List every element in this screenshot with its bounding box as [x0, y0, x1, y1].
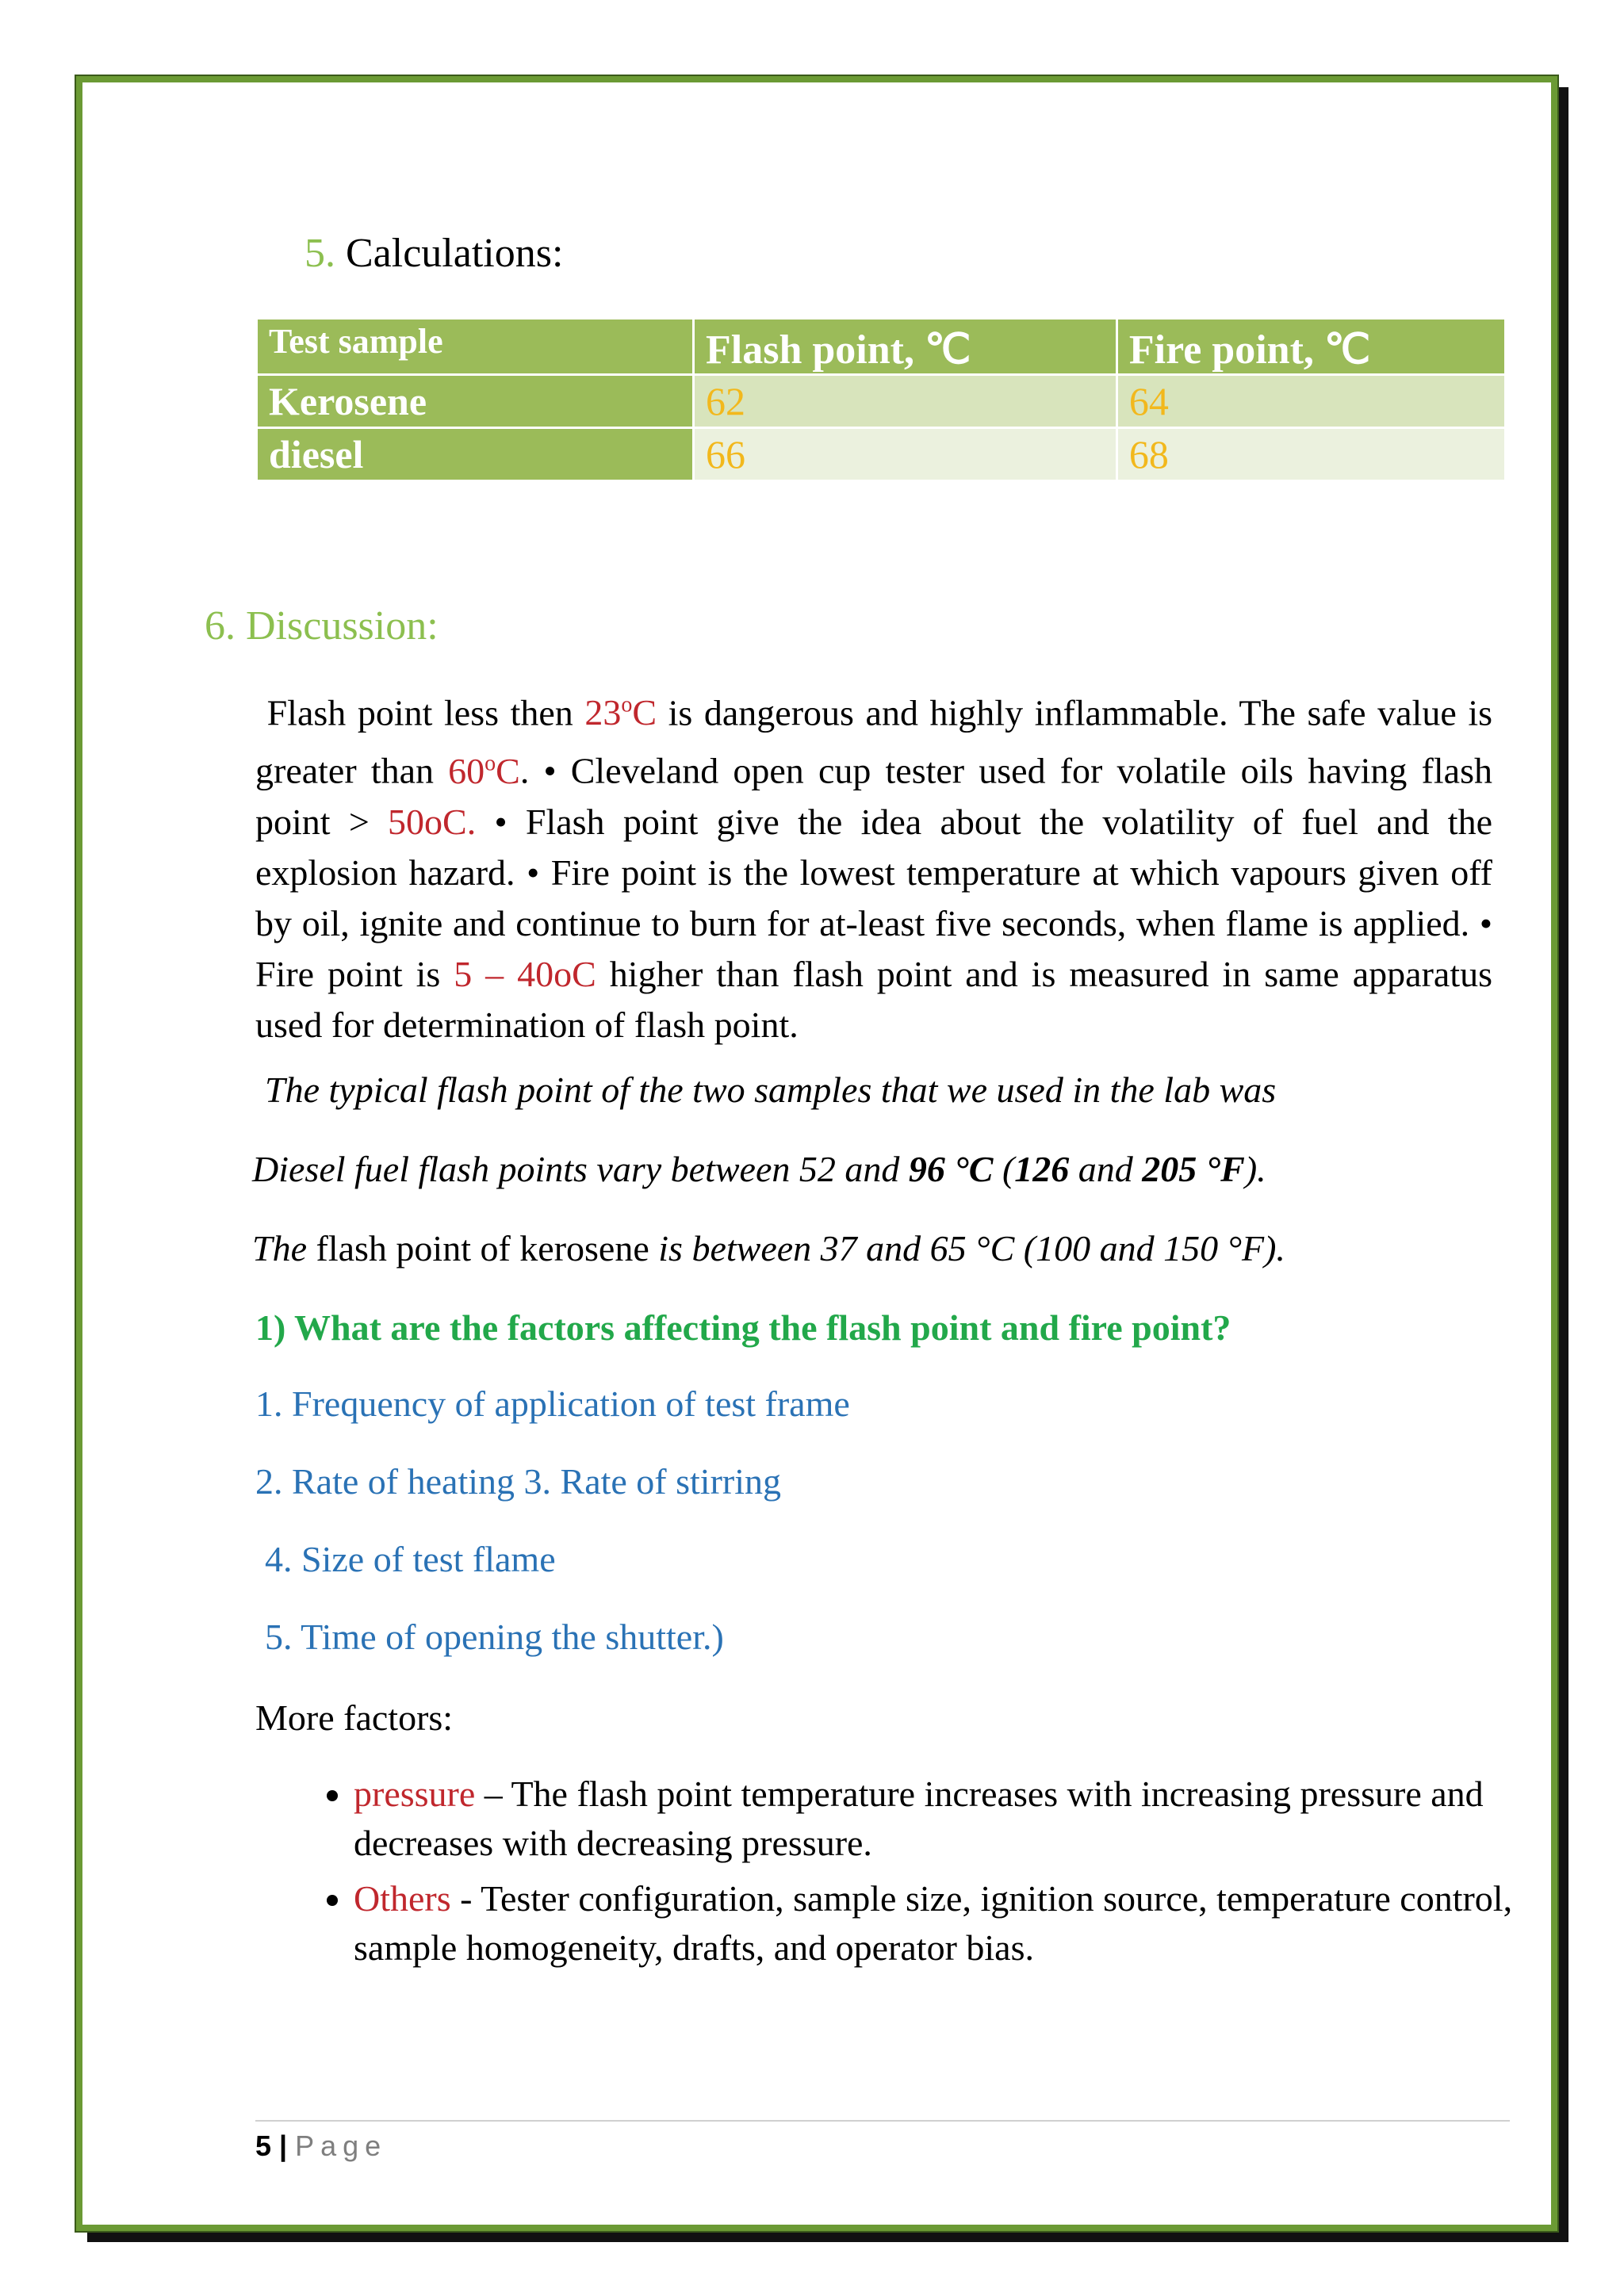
more-factors-list: [255, 1770, 1591, 1979]
discussion-text: is dangerous and highly inflammable. The safe value is greater than: [255, 692, 1492, 791]
discussion-text: Flash point less then: [266, 692, 585, 733]
discussion-text: . • Cleveland open cup tester used for volatile oils having flash point >: [255, 750, 1492, 842]
flash-value: 66: [694, 428, 1117, 481]
value-5-40: 5 – 40oC: [454, 953, 596, 994]
more-factors-label: More factors:: [255, 1697, 454, 1738]
value-60: 60$^o$C: [448, 750, 520, 791]
header-test-sample: Test sample: [257, 319, 694, 375]
footer-separator: |: [279, 2130, 288, 2162]
value-50: 50oC.: [388, 801, 477, 842]
section-5-number: 5.: [304, 231, 335, 276]
footer-page-word: Page: [295, 2130, 388, 2162]
diesel-flash-line: Diesel fuel flash points vary between 52 and 96 °C (126 and 205 °F).: [252, 1149, 1266, 1189]
factor-item: 1. Frequency of application of test frame: [255, 1383, 850, 1424]
section-6-heading: 6. Discussion:: [205, 603, 439, 649]
page-footer: [255, 2130, 387, 2163]
fire-value: 64: [1116, 375, 1505, 428]
list-item: • Others - Tester configuration, sample size, ignition source, temperature control, sample homogeneity, drafts, and operator bias.: [354, 1874, 1591, 1973]
kerosene-flash-line: The flash point of kerosene is between 37 and 65 °C (100 and 150 °F).: [252, 1228, 1285, 1269]
factor-item: 5. Time of opening the shutter.): [265, 1617, 724, 1657]
page-number: 5: [255, 2130, 272, 2162]
section-5-title: Calculations:: [346, 231, 564, 276]
discussion-text: • Flash point give the idea about the volatility of fuel and the explosion hazard. • Fire point is the lowest temperature at which vapours given off by oil, ignite and continue to burn for at-least five seconds, when flame is applied. • Fire point is: [255, 801, 1492, 994]
factor-item: 4. Size of test flame: [265, 1539, 556, 1579]
list-item: • pressure – The flash point temperature increases with increasing pressure and decreases with decreasing pressure.: [354, 1770, 1591, 1868]
table-header-row: [257, 319, 1506, 375]
table-row: [257, 375, 1506, 428]
discussion-paragraph: [255, 680, 1492, 1050]
section-5-heading: [304, 230, 563, 277]
table-row: [257, 428, 1506, 481]
discussion-text: higher than flash point and is measured in same apparatus used for determination of flash point.: [255, 953, 1492, 1045]
calculations-table: [255, 317, 1507, 482]
factors-question: 1) What are the factors affecting the flash point and fire point?: [255, 1307, 1231, 1348]
fire-value: 68: [1116, 428, 1505, 481]
sample-name: Kerosene: [257, 375, 694, 428]
typical-flash-line: The typical flash point of the two samples that we used in the lab was: [265, 1070, 1277, 1110]
sample-name: diesel: [257, 428, 694, 481]
footer-divider: [255, 2120, 1510, 2122]
header-fire-point: Fire point, ℃: [1116, 319, 1505, 375]
header-flash-point: Flash point, ℃: [694, 319, 1117, 375]
factor-item: 2. Rate of heating 3. Rate of stirring: [255, 1461, 782, 1502]
flash-value: 62: [694, 375, 1117, 428]
value-23: 23$^o$C: [584, 692, 657, 733]
